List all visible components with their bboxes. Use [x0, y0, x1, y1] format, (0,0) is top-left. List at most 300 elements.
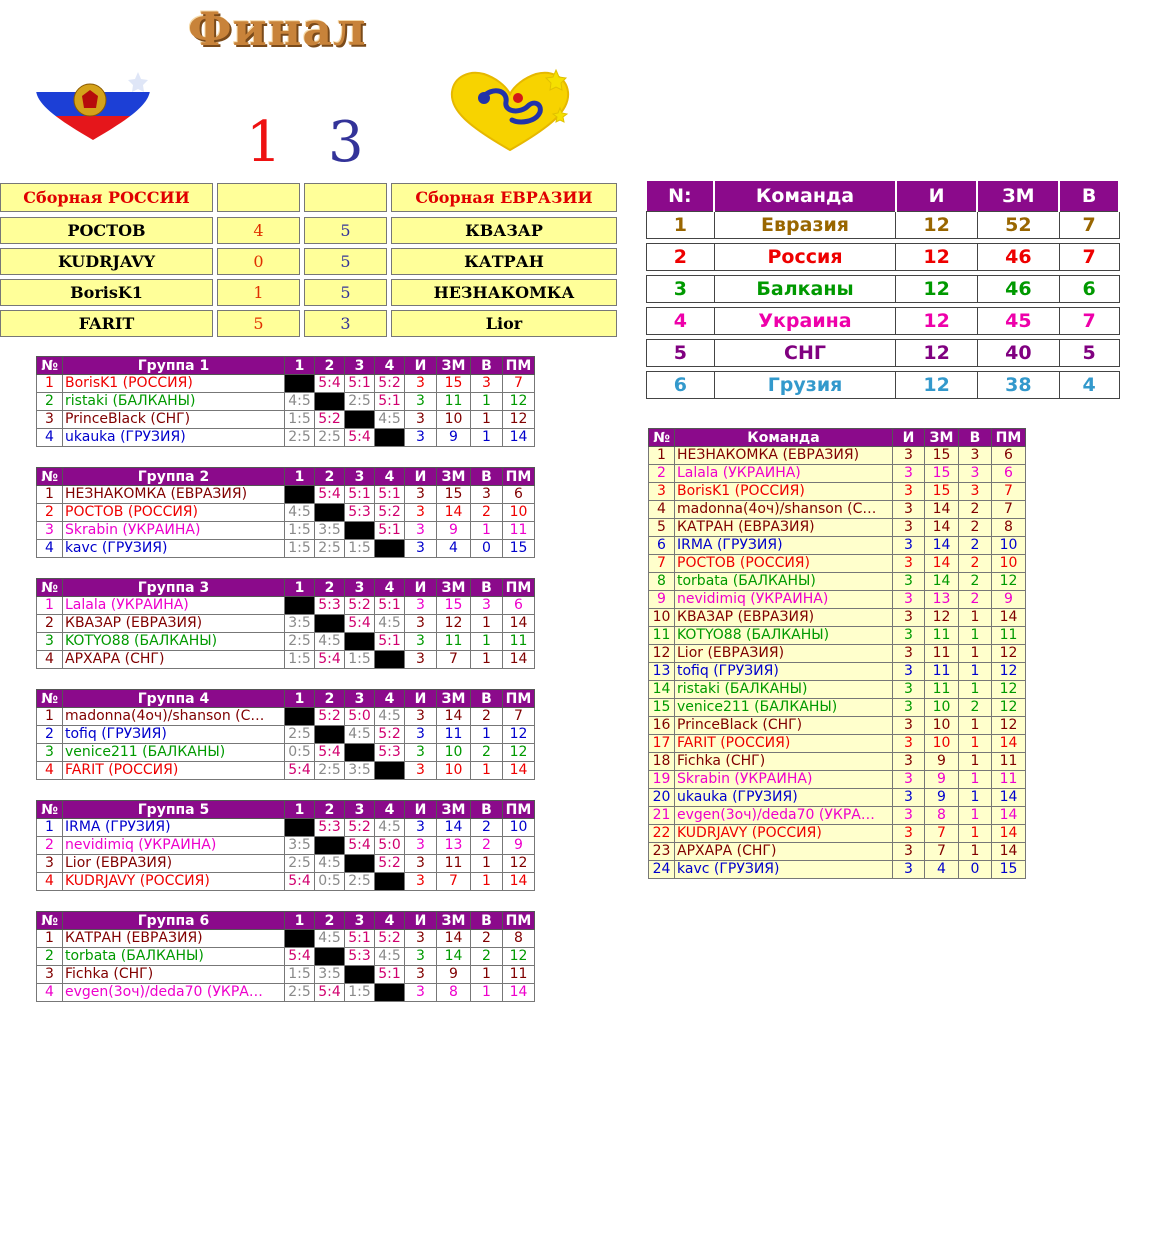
- player-v: 1: [471, 411, 503, 429]
- player-v: 1: [471, 633, 503, 651]
- player-games: 3: [893, 501, 925, 519]
- player-i: 3: [405, 930, 437, 948]
- player-points: 12: [925, 609, 959, 627]
- row-number: 10: [649, 609, 675, 627]
- player-name: KOTYO88 (БАЛКАНЫ): [63, 633, 285, 651]
- player-name: FARIT (РОССИЯ): [63, 762, 285, 780]
- player-pm: 14: [503, 984, 535, 1002]
- player-zm: 9: [437, 429, 471, 447]
- player-name: Fichka (СНГ): [63, 966, 285, 984]
- player-points: 11: [925, 645, 959, 663]
- match-score: 5:1: [375, 486, 405, 504]
- table-row: [37, 411, 535, 429]
- col-opponent: 1: [285, 579, 315, 597]
- match-score: 3:5: [285, 837, 315, 855]
- match-score: 2:5: [285, 984, 315, 1002]
- table-row: [37, 522, 535, 540]
- player-place: 14: [992, 735, 1026, 753]
- team-wins: 7: [1059, 244, 1119, 271]
- player-i: 3: [405, 633, 437, 651]
- player-wins: 2: [959, 555, 992, 573]
- player-v: 0: [471, 540, 503, 558]
- player-games: 3: [893, 591, 925, 609]
- player-points: 4: [925, 861, 959, 879]
- col-i: И: [405, 690, 437, 708]
- match-score: 1:5: [345, 984, 375, 1002]
- row-number: 4: [649, 501, 675, 519]
- match-score: 5:2: [345, 819, 375, 837]
- player-name: madonna(4оч)/shanson (С…: [63, 708, 285, 726]
- table-row: [649, 861, 1026, 879]
- player-zm: 10: [437, 744, 471, 762]
- match-score: 3:5: [345, 762, 375, 780]
- row-number: 2: [37, 393, 63, 411]
- col-i: И: [896, 181, 978, 212]
- row-number: 4: [37, 984, 63, 1002]
- player-i: 3: [405, 948, 437, 966]
- player-zm: 8: [437, 984, 471, 1002]
- player-pm: 14: [503, 762, 535, 780]
- player-wins: 2: [959, 699, 992, 717]
- player-name: PrinceBlack (СНГ): [675, 717, 893, 735]
- row-number: 2: [37, 504, 63, 522]
- player-v: 1: [471, 873, 503, 891]
- player-pm: 12: [503, 726, 535, 744]
- table-row: [37, 504, 535, 522]
- match-score: 5:4: [345, 615, 375, 633]
- row-number: 4: [37, 651, 63, 669]
- self-cell: [315, 726, 345, 744]
- match-score: 4:5: [375, 708, 405, 726]
- match-score: 2:5: [285, 726, 315, 744]
- row-number: 1: [37, 819, 63, 837]
- match-score: 4:5: [375, 948, 405, 966]
- col-n: №: [37, 801, 63, 819]
- table-row: [37, 948, 535, 966]
- player-games: 3: [893, 807, 925, 825]
- match-score: 4:5: [315, 930, 345, 948]
- row-number: 4: [37, 540, 63, 558]
- table-row: [37, 837, 535, 855]
- table-row: [649, 519, 1026, 537]
- col-v: В: [1059, 181, 1119, 212]
- player-i: 3: [405, 762, 437, 780]
- player-name: BorisK1 (РОССИЯ): [675, 483, 893, 501]
- match-score: 5:3: [375, 744, 405, 762]
- player-v: 3: [471, 597, 503, 615]
- match-score: 5:3: [345, 948, 375, 966]
- row-number: 23: [649, 843, 675, 861]
- table-row: [649, 609, 1026, 627]
- self-cell: [315, 837, 345, 855]
- self-cell: [375, 984, 405, 1002]
- team-wins: 6: [1059, 276, 1119, 303]
- player-games: 3: [893, 681, 925, 699]
- player-name: АРХАРА (СНГ): [675, 843, 893, 861]
- col-i: И: [405, 801, 437, 819]
- player-name: torbata (БАЛКАНЫ): [63, 948, 285, 966]
- team-points: 38: [977, 372, 1059, 399]
- player-i: 3: [405, 708, 437, 726]
- match-score: 5:2: [315, 708, 345, 726]
- player-name: nevidimiq (УКРАИНА): [63, 837, 285, 855]
- player-pm: 14: [503, 873, 535, 891]
- row-number: 2: [37, 726, 63, 744]
- table-row: [649, 807, 1026, 825]
- row-number: 3: [649, 483, 675, 501]
- row-number: 19: [649, 771, 675, 789]
- player-i: 3: [405, 429, 437, 447]
- col-opponent: 4: [375, 912, 405, 930]
- self-cell: [375, 651, 405, 669]
- player-points: 14: [925, 573, 959, 591]
- col-i: И: [405, 579, 437, 597]
- row-number: 6: [649, 537, 675, 555]
- player-i: 3: [405, 651, 437, 669]
- table-row: [649, 537, 1026, 555]
- table-row: [37, 633, 535, 651]
- player-games: 3: [893, 753, 925, 771]
- player-name: АРХАРА (СНГ): [63, 651, 285, 669]
- player-name: tofiq (ГРУЗИЯ): [675, 663, 893, 681]
- match-score: 1:5: [345, 651, 375, 669]
- player-name: FARIT (РОССИЯ): [675, 735, 893, 753]
- player-games: 3: [893, 861, 925, 879]
- row-number: 20: [649, 789, 675, 807]
- row-number: 1: [649, 447, 675, 465]
- col-v: В: [471, 579, 503, 597]
- table-row: [649, 789, 1026, 807]
- player-zm: 13: [437, 837, 471, 855]
- col-v: В: [471, 468, 503, 486]
- self-cell: [375, 540, 405, 558]
- player-v: 3: [471, 375, 503, 393]
- col-opponent: 4: [375, 357, 405, 375]
- player-name: torbata (БАЛКАНЫ): [675, 573, 893, 591]
- col-opponent: 3: [345, 912, 375, 930]
- match-score: 1:5: [285, 540, 315, 558]
- score-left: 1: [246, 110, 282, 175]
- player-name: nevidimiq (УКРАИНА): [675, 591, 893, 609]
- player-name: Lior (ЕВРАЗИЯ): [675, 645, 893, 663]
- player-wins: 1: [959, 735, 992, 753]
- player-i: 3: [405, 873, 437, 891]
- col-opponent: 3: [345, 468, 375, 486]
- row-number: 16: [649, 717, 675, 735]
- team-wins: 4: [1059, 372, 1119, 399]
- row-number: 9: [649, 591, 675, 609]
- team-games: 12: [896, 212, 978, 239]
- col-zm: ЗМ: [925, 429, 959, 447]
- match-score: 4:5: [285, 393, 315, 411]
- group-title: Группа 1: [63, 357, 285, 375]
- team-points: 40: [977, 340, 1059, 367]
- team-name: Грузия: [714, 372, 896, 399]
- self-cell: [315, 393, 345, 411]
- player-zm: 9: [437, 966, 471, 984]
- player-name: КАТРАН (ЕВРАЗИЯ): [675, 519, 893, 537]
- row-number: 3: [37, 966, 63, 984]
- col-v: В: [959, 429, 992, 447]
- table-row: [37, 744, 535, 762]
- player-v: 1: [471, 615, 503, 633]
- player-name: PrinceBlack (СНГ): [63, 411, 285, 429]
- player-place: 12: [992, 663, 1026, 681]
- player-wins: 2: [959, 501, 992, 519]
- match-score: 5:1: [375, 522, 405, 540]
- player-games: 3: [893, 825, 925, 843]
- player-zm: 11: [437, 855, 471, 873]
- player-zm: 7: [437, 873, 471, 891]
- player-place: 11: [992, 771, 1026, 789]
- player-games: 3: [893, 735, 925, 753]
- team-right-header: Сборная ЕВРАЗИИ: [391, 183, 617, 212]
- standings-row: [647, 244, 1120, 271]
- player-i: 3: [405, 984, 437, 1002]
- table-row: [37, 393, 535, 411]
- player-place: 6: [992, 447, 1026, 465]
- team-wins: 7: [1059, 308, 1119, 335]
- eurasia-dragon-heart-flag-icon: [448, 68, 572, 152]
- col-zm: ЗМ: [437, 579, 471, 597]
- match-left-score: 0: [217, 248, 300, 275]
- player-name: KUDRJAVY (РОССИЯ): [63, 873, 285, 891]
- row-number: 11: [649, 627, 675, 645]
- match-score: 1:5: [285, 966, 315, 984]
- player-wins: 1: [959, 645, 992, 663]
- player-v: 2: [471, 837, 503, 855]
- match-score: 5:1: [375, 597, 405, 615]
- player-wins: 1: [959, 663, 992, 681]
- table-row: [649, 501, 1026, 519]
- table-row: [37, 375, 535, 393]
- col-pm: ПМ: [503, 801, 535, 819]
- table-row: [649, 699, 1026, 717]
- match-score: 4:5: [285, 504, 315, 522]
- player-zm: 14: [437, 708, 471, 726]
- player-games: 3: [893, 609, 925, 627]
- self-cell: [345, 966, 375, 984]
- group-table: [36, 689, 535, 780]
- match-score: 5:4: [315, 984, 345, 1002]
- player-games: 3: [893, 771, 925, 789]
- player-place: 8: [992, 519, 1026, 537]
- match-score: 5:2: [375, 930, 405, 948]
- player-pm: 7: [503, 708, 535, 726]
- player-name: Skrabin (УКРАИНА): [63, 522, 285, 540]
- team-rank: 4: [647, 308, 715, 335]
- player-place: 6: [992, 465, 1026, 483]
- row-number: 17: [649, 735, 675, 753]
- match-left-score: 5: [217, 310, 300, 337]
- player-points: 7: [925, 825, 959, 843]
- match-score: 5:4: [285, 948, 315, 966]
- player-place: 10: [992, 537, 1026, 555]
- row-number: 3: [37, 411, 63, 429]
- player-name: ukauka (ГРУЗИЯ): [675, 789, 893, 807]
- team-games: 12: [896, 372, 978, 399]
- col-zm: ЗМ: [437, 468, 471, 486]
- player-name: НЕЗНАКОМКА (ЕВРАЗИЯ): [63, 486, 285, 504]
- group-title: Группа 2: [63, 468, 285, 486]
- self-cell: [285, 819, 315, 837]
- row-number: 21: [649, 807, 675, 825]
- match-score: 5:2: [315, 411, 345, 429]
- player-wins: 3: [959, 483, 992, 501]
- row-number: 8: [649, 573, 675, 591]
- player-pm: 9: [503, 837, 535, 855]
- player-v: 1: [471, 762, 503, 780]
- col-opponent: 4: [375, 801, 405, 819]
- player-zm: 15: [437, 375, 471, 393]
- standings-row: [647, 372, 1120, 399]
- player-v: 2: [471, 948, 503, 966]
- table-row: [37, 486, 535, 504]
- player-v: 2: [471, 708, 503, 726]
- player-points: 7: [925, 843, 959, 861]
- col-pm: ПМ: [503, 912, 535, 930]
- player-i: 3: [405, 411, 437, 429]
- player-points: 10: [925, 699, 959, 717]
- table-row: [649, 753, 1026, 771]
- col-pm: ПМ: [503, 690, 535, 708]
- player-points: 15: [925, 465, 959, 483]
- team-wins: 7: [1059, 212, 1119, 239]
- table-row: [37, 819, 535, 837]
- player-v: 1: [471, 651, 503, 669]
- player-games: 3: [893, 483, 925, 501]
- col-opponent: 3: [345, 357, 375, 375]
- player-wins: 2: [959, 573, 992, 591]
- row-number: 15: [649, 699, 675, 717]
- group-title: Группа 3: [63, 579, 285, 597]
- col-opponent: 2: [315, 690, 345, 708]
- player-games: 3: [893, 519, 925, 537]
- col-v: В: [471, 357, 503, 375]
- table-row: [37, 708, 535, 726]
- player-wins: 1: [959, 681, 992, 699]
- player-pm: 12: [503, 948, 535, 966]
- col-n: №: [37, 912, 63, 930]
- match-score: 5:1: [375, 393, 405, 411]
- table-row: [649, 447, 1026, 465]
- player-zm: 9: [437, 522, 471, 540]
- col-opponent: 1: [285, 801, 315, 819]
- player-points: 15: [925, 483, 959, 501]
- match-score: 0:5: [315, 873, 345, 891]
- row-number: 1: [37, 375, 63, 393]
- match-score: 5:4: [285, 873, 315, 891]
- row-number: 1: [37, 708, 63, 726]
- player-points: 15: [925, 447, 959, 465]
- team-wins: 5: [1059, 340, 1119, 367]
- player-points: 10: [925, 735, 959, 753]
- col-n: №: [37, 579, 63, 597]
- player-v: 1: [471, 984, 503, 1002]
- team-games: 12: [896, 276, 978, 303]
- player-games: 3: [893, 843, 925, 861]
- player-wins: 1: [959, 753, 992, 771]
- player-zm: 14: [437, 930, 471, 948]
- player-points: 14: [925, 555, 959, 573]
- col-i: И: [405, 468, 437, 486]
- table-row: [649, 573, 1026, 591]
- match-score: 1:5: [285, 522, 315, 540]
- group-table: [36, 911, 535, 1002]
- row-number: 4: [37, 873, 63, 891]
- team-games: 12: [896, 340, 978, 367]
- col-opponent: 2: [315, 579, 345, 597]
- player-wins: 1: [959, 807, 992, 825]
- row-number: 7: [649, 555, 675, 573]
- match-score: 5:0: [375, 837, 405, 855]
- player-place: 12: [992, 699, 1026, 717]
- player-v: 2: [471, 504, 503, 522]
- player-pm: 7: [503, 375, 535, 393]
- self-cell: [345, 411, 375, 429]
- player-zm: 15: [437, 597, 471, 615]
- player-pm: 12: [503, 744, 535, 762]
- score-right: 3: [328, 110, 364, 175]
- player-v: 2: [471, 744, 503, 762]
- player-name: evgen(3оч)/deda70 (УКРА…: [63, 984, 285, 1002]
- col-opponent: 3: [345, 579, 375, 597]
- player-wins: 1: [959, 843, 992, 861]
- standings-row: [647, 276, 1120, 303]
- player-place: 14: [992, 825, 1026, 843]
- player-name: КВАЗАР (ЕВРАЗИЯ): [675, 609, 893, 627]
- player-pm: 11: [503, 633, 535, 651]
- player-v: 1: [471, 726, 503, 744]
- col-v: В: [471, 912, 503, 930]
- player-wins: 1: [959, 771, 992, 789]
- table-row: [649, 771, 1026, 789]
- player-place: 15: [992, 861, 1026, 879]
- player-i: 3: [405, 615, 437, 633]
- standings-row: [647, 212, 1120, 239]
- player-pm: 10: [503, 504, 535, 522]
- match-score: 5:1: [375, 966, 405, 984]
- player-games: 3: [893, 447, 925, 465]
- player-games: 3: [893, 789, 925, 807]
- player-points: 14: [925, 501, 959, 519]
- match-score: 0:5: [285, 744, 315, 762]
- match-score: 5:1: [345, 930, 375, 948]
- row-number: 12: [649, 645, 675, 663]
- match-score: 5:1: [375, 633, 405, 651]
- self-cell: [345, 633, 375, 651]
- player-v: 1: [471, 522, 503, 540]
- score-header-blank: [217, 183, 300, 212]
- player-v: 1: [471, 966, 503, 984]
- row-number: 13: [649, 663, 675, 681]
- col-zm: ЗМ: [437, 801, 471, 819]
- player-i: 3: [405, 540, 437, 558]
- player-wins: 2: [959, 519, 992, 537]
- player-i: 3: [405, 966, 437, 984]
- col-pm: ПМ: [503, 468, 535, 486]
- col-opponent: 4: [375, 579, 405, 597]
- col-opponent: 1: [285, 912, 315, 930]
- self-cell: [285, 597, 315, 615]
- row-number: 3: [37, 633, 63, 651]
- self-cell: [375, 762, 405, 780]
- player-name: ristaki (БАЛКАНЫ): [675, 681, 893, 699]
- player-zm: 4: [437, 540, 471, 558]
- col-zm: ЗМ: [977, 181, 1059, 212]
- player-games: 3: [893, 465, 925, 483]
- match-score: 5:1: [345, 486, 375, 504]
